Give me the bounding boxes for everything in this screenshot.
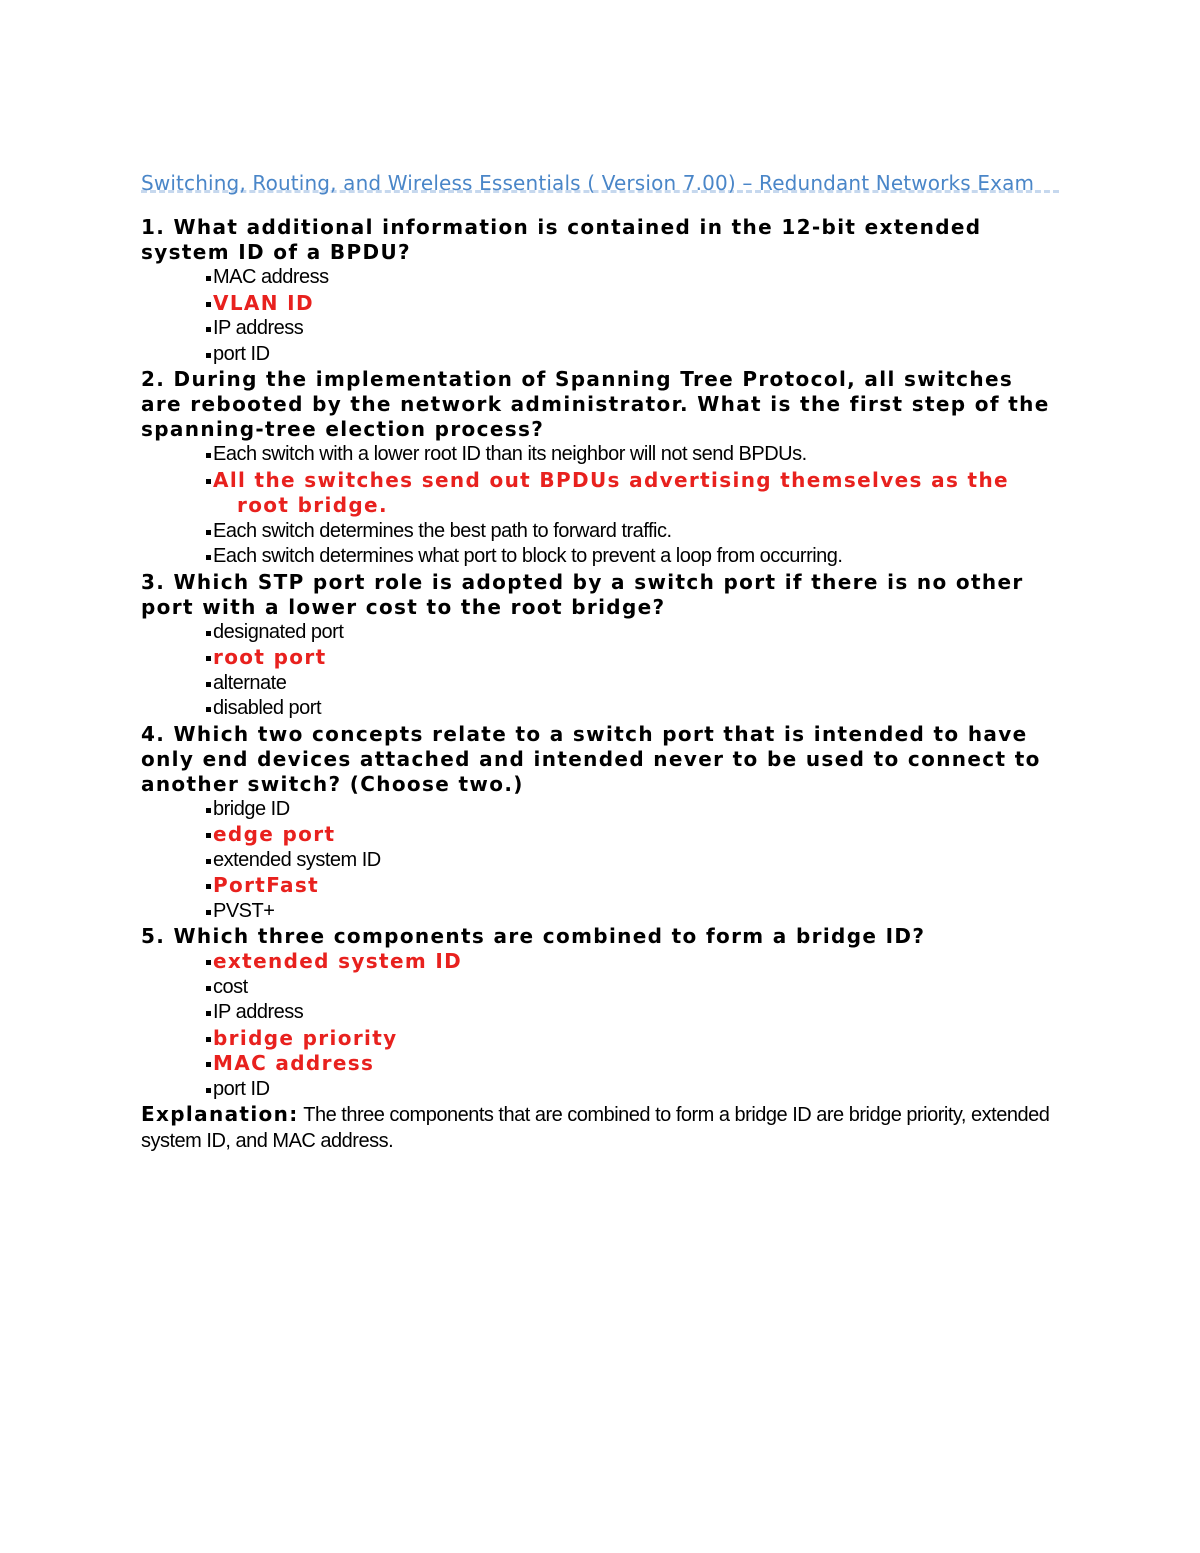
option-list [141, 797, 1061, 925]
answer-option: PVST+ [209, 899, 1061, 925]
option-list [141, 265, 1061, 367]
correct-answer-option: PortFast [209, 873, 1061, 899]
question-list [141, 215, 1061, 1154]
question-text: 4. Which two concepts relate to a switch port that is intended to have only end devices attached and intended never to be used to connect to another switch? (Choose two.) [141, 721, 1041, 796]
correct-answer-option: VLAN ID [209, 291, 1061, 317]
question-text: 2. During the implementation of Spanning Tree Protocol, all switches are rebooted by the network administrator. What is the first step of the spanning-tree election process? [141, 367, 1050, 441]
answer-option: Each switch determines the best path to forward traffic. [209, 519, 1061, 545]
answer-option: IP address [209, 316, 1061, 342]
question-text: 5. Which three components are combined to form a bridge ID? [141, 924, 926, 948]
correct-answer-option: root port [209, 645, 1061, 671]
question-block [141, 924, 1061, 1102]
correct-answer-option: extended system ID [209, 949, 1061, 975]
answer-option: alternate [209, 671, 1061, 697]
answer-option: bridge ID [209, 797, 1061, 823]
explanation [141, 1102, 1061, 1154]
explanation-text: The three components that are combined to form a bridge ID are bridge priority, extended system ID, and MAC address. [141, 1104, 1050, 1152]
answer-option: port ID [209, 1077, 1061, 1103]
answer-option: disabled port [209, 696, 1061, 722]
correct-answer-option: bridge priority [209, 1026, 1061, 1052]
option-list [141, 442, 1061, 570]
answer-option: cost [209, 975, 1061, 1001]
answer-option: Each switch determines what port to block to prevent a loop from occurring. [209, 544, 1061, 570]
answer-option: extended system ID [209, 848, 1061, 874]
question-block [141, 570, 1061, 722]
question-text: 1. What additional information is contained in the 12-bit extended system ID of a BPDU? [141, 215, 982, 264]
correct-answer-option: MAC address [209, 1051, 1061, 1077]
option-list [141, 949, 1061, 1102]
correct-answer-option: edge port [209, 822, 1061, 848]
answer-option: IP address [209, 1000, 1061, 1026]
document-title: Switching, Routing, and Wireless Essentials ( Version 7.00) – Redundant Networks Exam [141, 171, 1035, 195]
correct-answer-option: All the switches send out BPDUs advertising themselves as the root bridge. [209, 468, 1061, 519]
question-text: 3. Which STP port role is adopted by a switch port if there is no other port with a lower cost to the root bridge? [141, 569, 1024, 619]
explanation-label: Explanation: [141, 1102, 299, 1126]
answer-option: designated port [209, 620, 1061, 646]
question-block [141, 215, 1061, 367]
question-block [141, 722, 1061, 925]
answer-option: MAC address [209, 265, 1061, 291]
option-list [141, 620, 1061, 722]
answer-option: port ID [209, 342, 1061, 368]
document-page [141, 170, 1061, 1154]
question-block [141, 367, 1061, 570]
answer-option: Each switch with a lower root ID than its neighbor will not send BPDUs. [209, 442, 1061, 468]
